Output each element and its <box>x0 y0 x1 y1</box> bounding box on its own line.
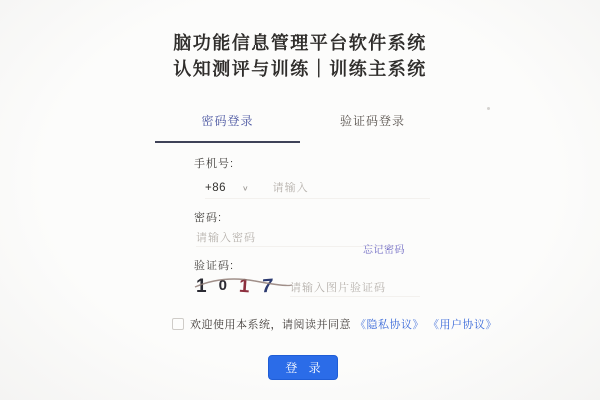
agreement-row <box>172 316 497 332</box>
tab-smscode-login[interactable]: 验证码登录 <box>339 114 405 128</box>
captcha-digit: 1 <box>238 275 251 298</box>
login-tabs <box>155 108 445 143</box>
photo-noise-speck <box>487 107 490 110</box>
captcha-label: 验证码: <box>194 260 235 272</box>
captcha-digit: 1 <box>196 276 207 297</box>
captcha-digit: 7 <box>260 275 273 298</box>
phone-field <box>205 178 430 199</box>
user-agreement-link[interactable]: 《用户协议》 <box>428 319 497 331</box>
chevron-down-icon[interactable]: ∨ <box>242 183 249 192</box>
phone-input[interactable] <box>273 182 413 194</box>
login-button[interactable]: 登 录 <box>268 355 338 380</box>
captcha-input[interactable] <box>290 282 415 294</box>
captcha-image[interactable] <box>193 272 293 300</box>
privacy-policy-link[interactable]: 《隐私协议》 <box>355 319 424 331</box>
password-input[interactable] <box>196 232 386 244</box>
tab-password-login[interactable]: 密码登录 <box>155 108 300 143</box>
password-label: 密码: <box>194 212 223 224</box>
captcha-field <box>290 278 420 297</box>
phone-label: 手机号: <box>194 158 235 170</box>
captcha-digit: 0 <box>218 277 227 294</box>
forgot-password-link[interactable]: 忘记密码 <box>363 245 405 256</box>
page-title-line1: 脑功能信息管理平台软件系统 <box>173 33 427 53</box>
page-title <box>0 30 600 82</box>
agreement-text: 欢迎使用本系统，请阅读并同意 <box>190 319 351 331</box>
page-title-line2: 认知测评与训练｜训练主系统 <box>173 59 427 79</box>
captcha-digits <box>196 272 293 300</box>
agreement-checkbox[interactable] <box>172 318 184 330</box>
country-code-select[interactable]: +86 <box>205 182 227 194</box>
